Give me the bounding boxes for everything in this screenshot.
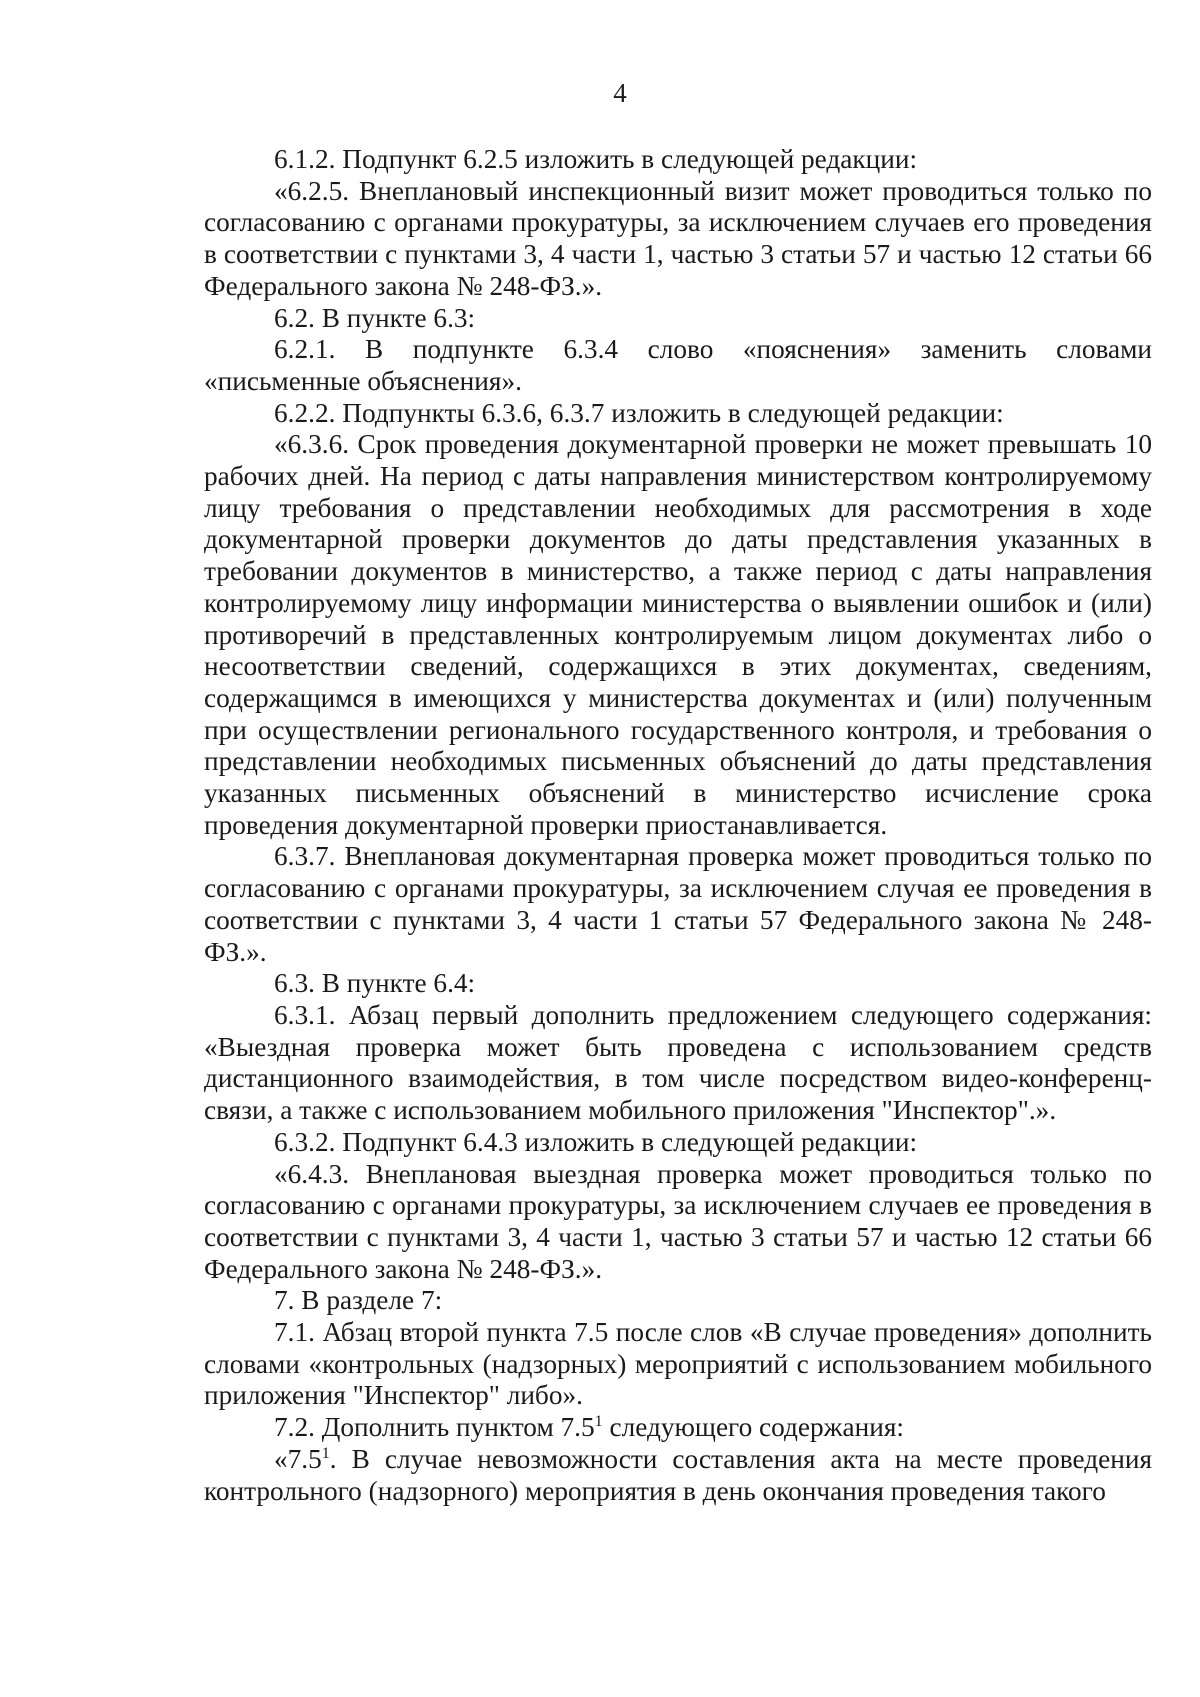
- page-number: 4: [613, 78, 627, 108]
- paragraph: 6.3.7. Внеплановая документарная проверка может проводиться только по согласованию с органами прокуратуры, за исключением случая ее проведения в соответствии с пунктами 3, 4 части 1 статьи 57 Федерального закона № 248-ФЗ.».: [204, 841, 1152, 967]
- paragraph-text: 7.2. Дополнить пунктом 7.5: [274, 1412, 595, 1443]
- paragraph: 6.3.2. Подпункт 6.4.3 изложить в следующей редакции:: [274, 1126, 918, 1157]
- paragraph: 7. В разделе 7:: [274, 1285, 443, 1316]
- paragraph-text: . В случае невозможности составления акта на месте проведения контрольного (надзорного) мероприятия в день окончания проведения такого: [204, 1443, 1152, 1506]
- superscript-index: 1: [321, 1444, 330, 1462]
- paragraph-text: следующего содержания:: [602, 1412, 905, 1443]
- paragraph: 7.1. Абзац второй пункта 7.5 после слов «В случае проведения» дополнить словами «контрольных (надзорных) мероприятий с использованием мобильного приложения "Инспектор" либо».: [204, 1317, 1152, 1411]
- superscript-index: 1: [594, 1413, 603, 1431]
- paragraph: «6.2.5. Внеплановый инспекционный визит может проводиться только по согласованию с органами прокуратуры, за исключением случаев его проведения в соответствии с пунктами 3, 4 части 1, частью 3 статьи 57 и частью 12 статьи 66 Федерального закона № 248-ФЗ.».: [204, 175, 1152, 301]
- paragraph: 6.2.1. В подпункте 6.3.4 слово «пояснения» заменить словами «письменные объяснения».: [204, 334, 1152, 396]
- paragraph-text: «7.5: [274, 1443, 322, 1474]
- paragraph: 6.1.2. Подпункт 6.2.5 изложить в следующей редакции:: [274, 144, 918, 174]
- paragraph: 6.3. В пункте 6.4:: [274, 968, 476, 999]
- paragraph: 6.2. В пункте 6.3:: [274, 302, 476, 333]
- paragraph: 6.2.2. Подпункты 6.3.6, 6.3.7 изложить в следующей редакции:: [274, 397, 1004, 428]
- document-body: [204, 144, 1152, 1507]
- paragraph: [204, 1412, 1152, 1444]
- paragraph: «6.4.3. Внеплановая выездная проверка может проводиться только по согласованию с органами прокуратуры, за исключением случаев ее проведения в соответствии с пунктами 3, 4 части 1, частью 3 статьи 57 и частью 12 статьи 66 Федерального закона № 248-ФЗ.».: [204, 1158, 1152, 1284]
- paragraph: 6.3.1. Абзац первый дополнить предложением следующего содержания: «Выездная проверка может быть проведена с использованием средств дистанционного взаимодействия, в том числе посредством видео-конференц-связи, а также с использованием мобильного приложения "Инспектор".».: [204, 999, 1152, 1126]
- paragraph: «6.3.6. Срок проведения документарной проверки не может превышать 10 рабочих дней. На период с даты направления министерством контролируемому лицу требования о представлении необходимых для рассмотрения в ходе документарной проверки документов до даты представления указанных в требовании документов в министерство, а также период с даты направления контролируемому лицу информации министерства о выявлении ошибок и (или) противоречий в представленных контролируемым лицом документах либо о несоответствии сведений, содержащихся в этих документах, сведениям, содержащимся в имеющихся у министерства документах и (или) полученным при осуществлении регионального государственного контроля, и требования о представлении необходимых письменных объяснений до даты представления указанных письменных объяснений в министерство исчисление срока проведения документарной проверки приостанавливается.: [204, 429, 1152, 840]
- paragraph: [204, 1444, 1152, 1507]
